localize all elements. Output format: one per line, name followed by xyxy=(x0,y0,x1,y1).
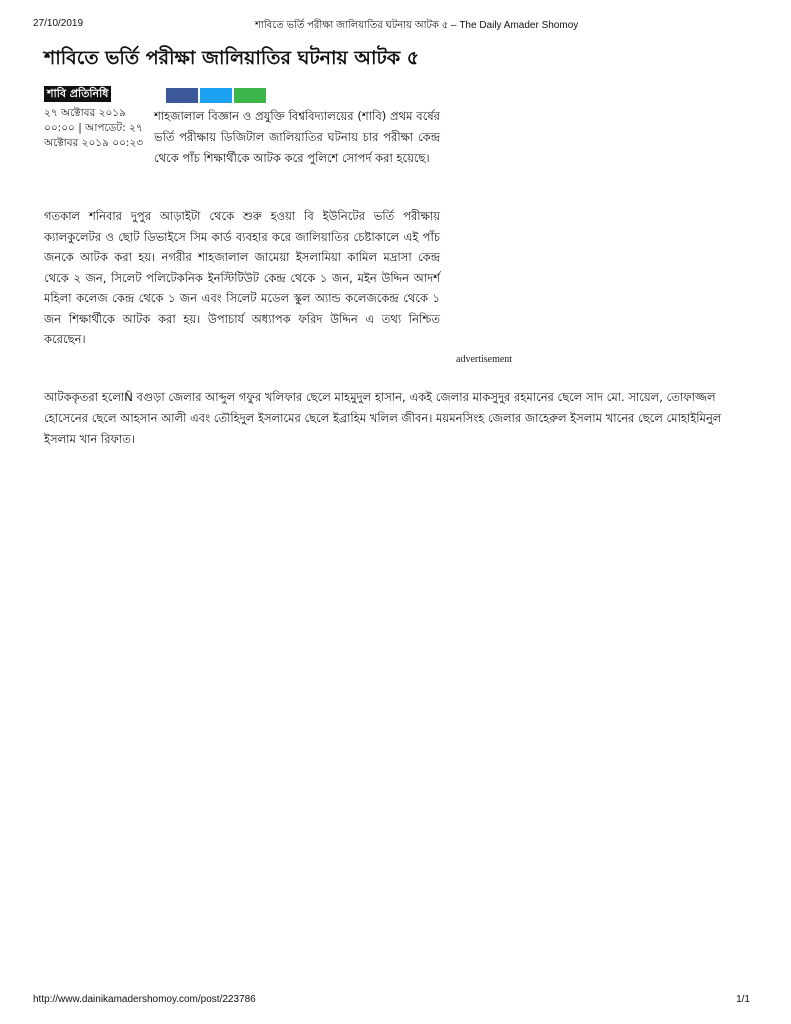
twitter-share-icon[interactable] xyxy=(200,88,232,103)
article-paragraph-3: আটককৃতরা হলোÑ বগুড়া জেলার আব্দুল গফুর খলিফার ছেলে মাহমুদুল হাসান, একই জেলার মাকসুদুর রহমানের ছেলে সাদ মো. সায়েল, তোফাজ্জল হোসেনের ছেলে আহসান আলী এবং তৌহিদুল ইসলামের ছেলে ইব্রাহিম খলিল জীবন। ময়মনসিংহ জেলার জাহেরুল ইসলাম খানের ছেলে মোহাইমিনুল ইসলাম খান রিফাত। xyxy=(44,390,722,446)
page-number: 1/1 xyxy=(736,994,750,1005)
whatsapp-share-icon[interactable] xyxy=(234,88,266,103)
share-bar xyxy=(166,88,266,103)
print-date: 27/10/2019 xyxy=(33,18,84,29)
article-lead xyxy=(44,106,440,169)
updated-time: আপডেট: ২৭ অক্টোবর ২০১৯ ০০:২৩ xyxy=(44,122,144,149)
article-paragraph-2: গতকাল শনিবার দুপুর আড়াইটা থেকে শুরু হওয়া বি ইউনিটের ভর্তি পরীক্ষায় ক্যালকুলেটর ও ছোট ডিভাইসে সিম কার্ড ব্যবহার করে জালিয়াতির চেষ্টাকালে এই পাঁচ জনকে আটক করা হয়। নগরীর শাহজালাল জামেয়া ইসলামিয়া কামিল মদ্রাসা কেন্দ্র থেকে ২ জন, সিলেট পলিটেকনিক ইনস্টিটিউট কেন্দ্র থেকে ১ জন, মইন উদ্দিন আদর্শ মহিলা কলেজ কেন্দ্র থেকে ১ জন এবং সিলেট মডেল স্কুল অ্যান্ড কলেজকেন্দ্র থেকে ১ জন শিক্ষার্থীকে আটক করা হয়। উপাচার্য অধ্যাপক ফরিদ উদ্দিন এ তথ্য নিশ্চিত করেছেন। xyxy=(44,209,440,346)
article-headline: শাবিতে ভর্তি পরীক্ষা জালিয়াতির ঘটনায় আটক ৫ xyxy=(44,47,420,69)
print-footer xyxy=(33,994,758,1008)
article-byline: শাবি প্রতিনিধি xyxy=(44,86,111,102)
print-page-title: শাবিতে ভর্তি পরীক্ষা জালিয়াতির ঘটনায় আটক ৫ – The Daily Amader Shomoy xyxy=(255,20,579,31)
advertisement-label: advertisement xyxy=(456,354,513,365)
print-header xyxy=(33,18,758,32)
lead-text: শাহজালাল বিজ্ঞান ও প্রযুক্তি বিশ্ববিদ্যালয়ের (শাবি) প্রথম বর্ষের ভর্তি পরীক্ষায় ডিজিটাল জালিয়াতির ঘটনায় চার পরীক্ষা কেন্দ্র থেকে পাঁচ শিক্ষার্থীকে আটক করে পুলিশে সোপর্দ করা হয়েছে। xyxy=(154,109,440,165)
print-url[interactable]: http://www.dainikamadershomoy.com/post/223786 xyxy=(33,994,256,1005)
facebook-share-icon[interactable] xyxy=(166,88,198,103)
published-time: ২৭ অক্টোবর ২০১৯ ০০:০০ xyxy=(44,107,126,134)
article-meta: ২৭ অক্টোবর ২০১৯ ০০:০০ | আপডেট: ২৭ অক্টোবর ২০১৯ ০০:২৩ xyxy=(44,107,144,149)
